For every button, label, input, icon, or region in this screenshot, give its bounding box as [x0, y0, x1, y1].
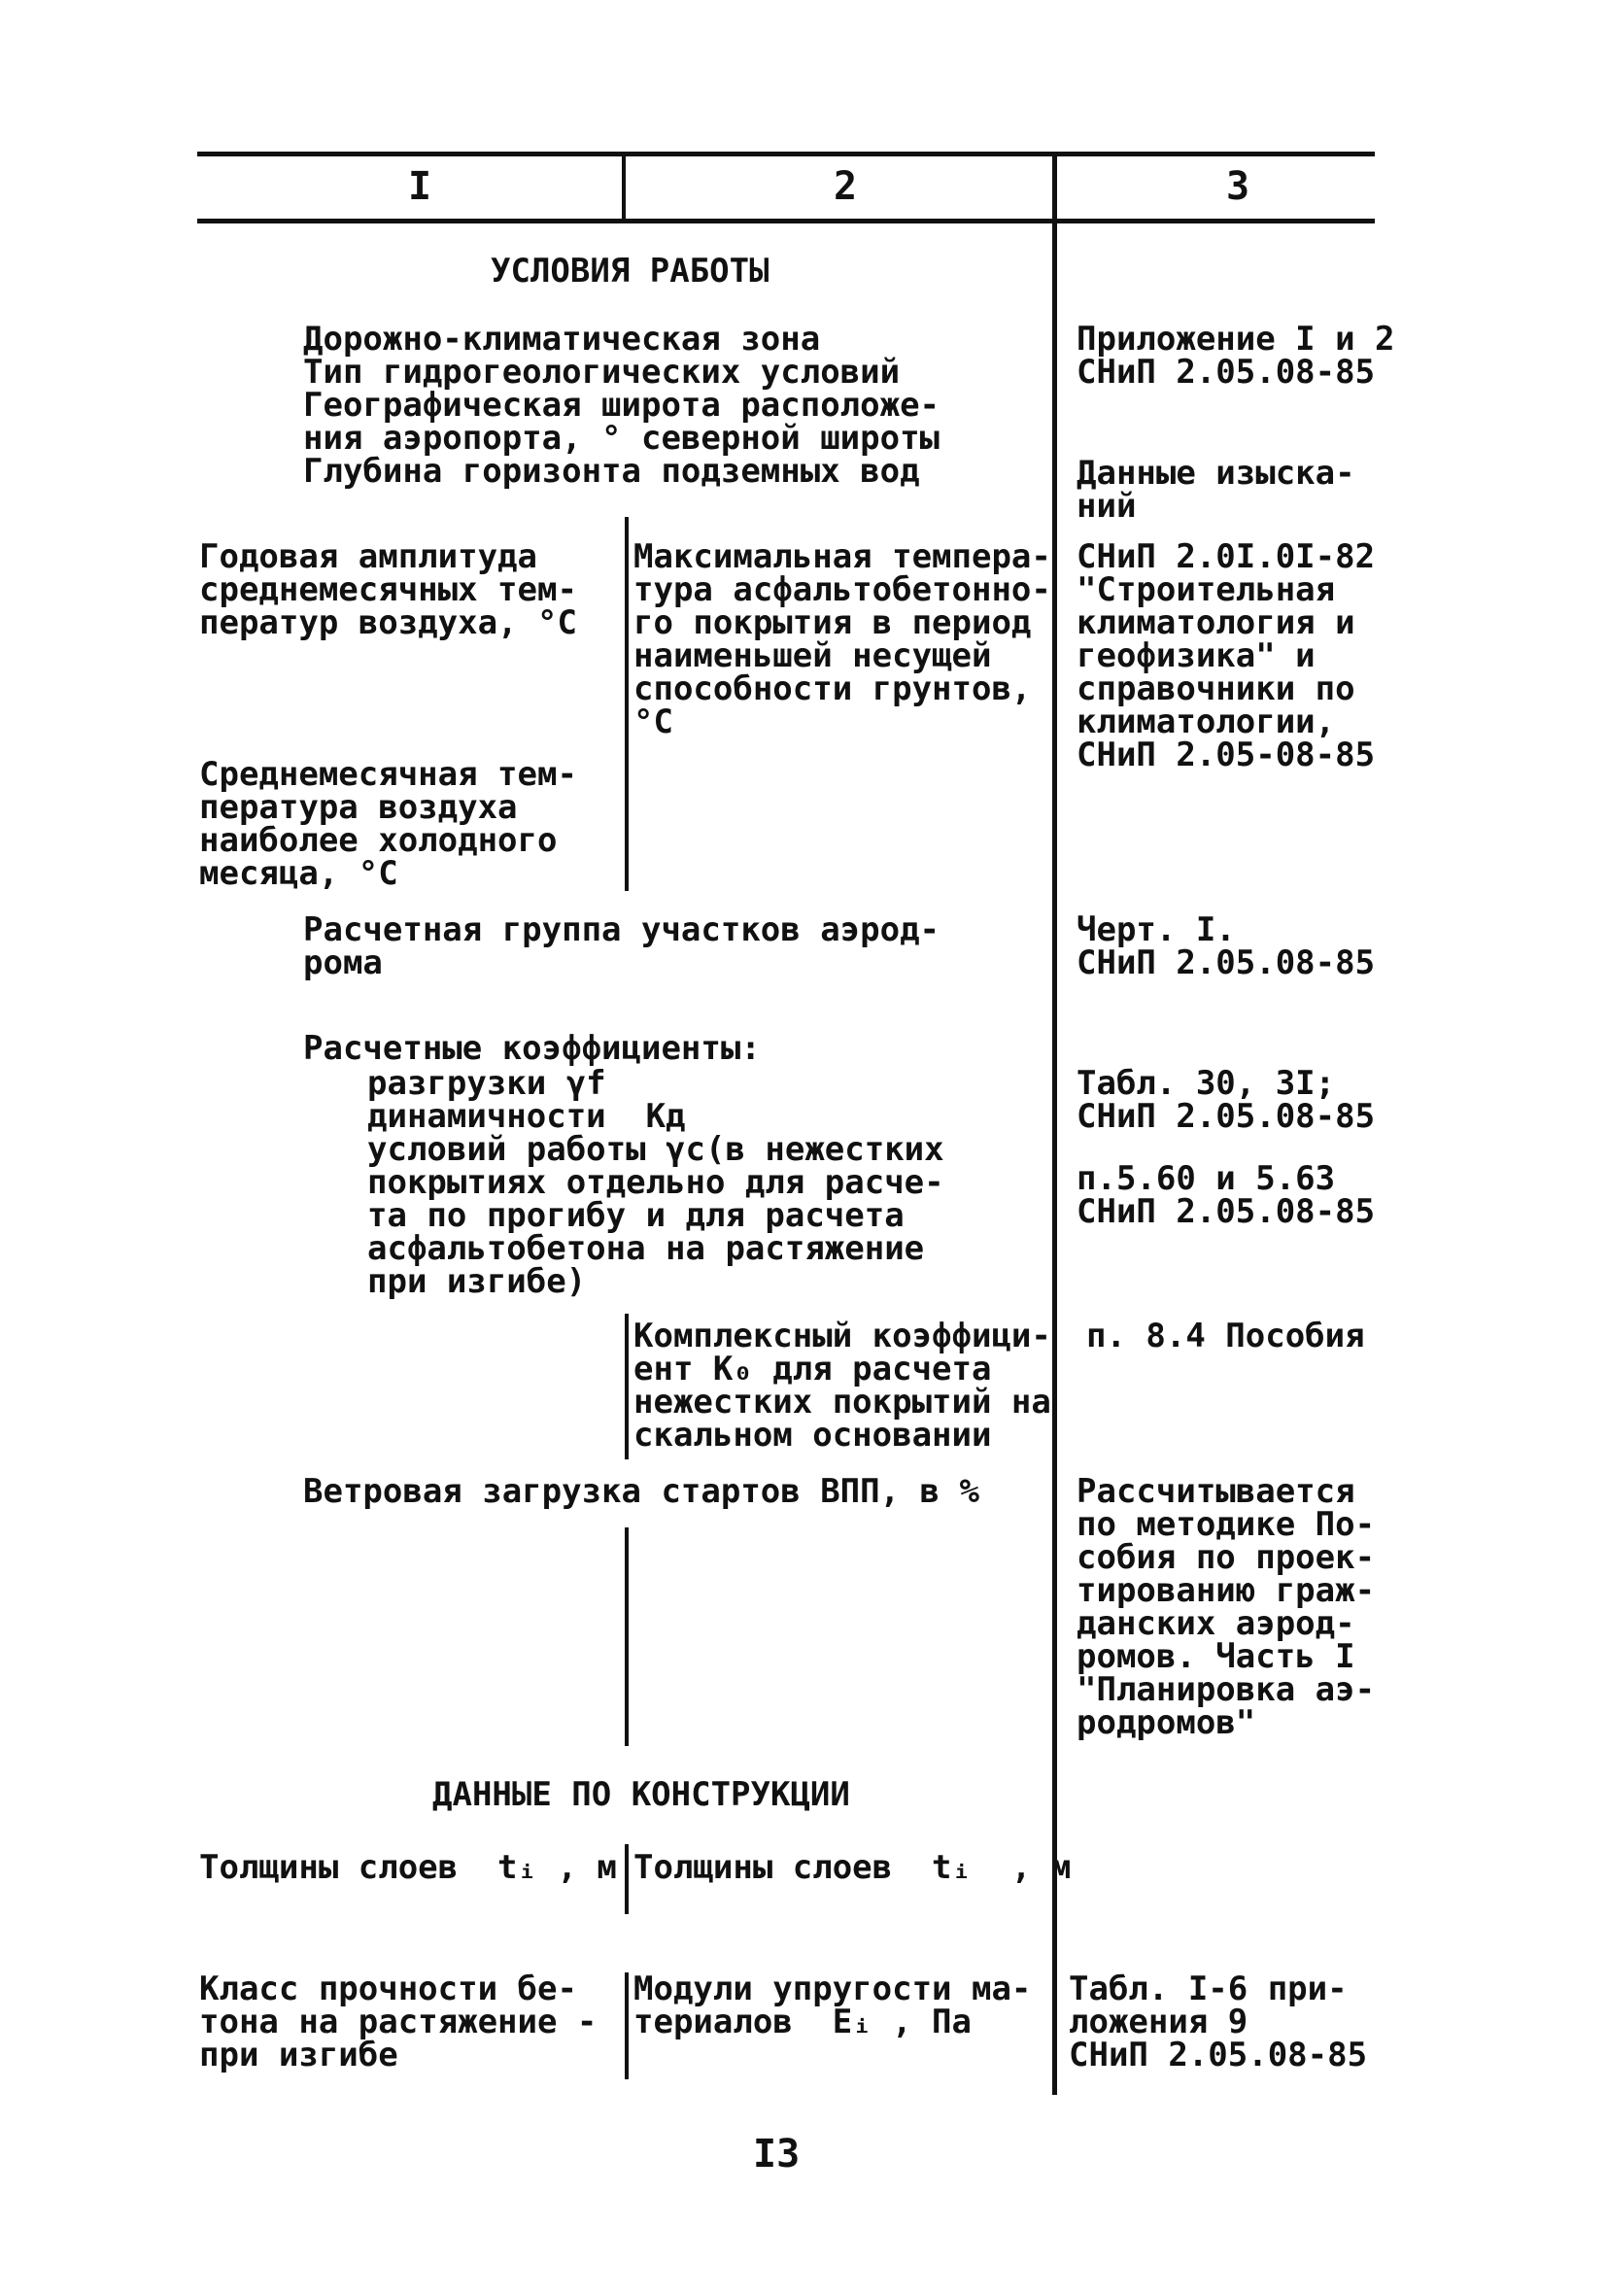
complex-coefficient-text: Комплексный коэффици- ент К₀ для расчета нежестких покрытий на скальном основании — [633, 1317, 1051, 1455]
manual-clause-text: п. 8.4 Пособия — [1086, 1317, 1365, 1355]
col12-divider-seg-4 — [625, 1844, 629, 1914]
elastic-moduli-text: Модули упругости ма- териалов Eᵢ , Па — [633, 1970, 1032, 2041]
layer-thickness-col1-text: Толщины слоев tᵢ , м — [199, 1848, 617, 1887]
max-pavement-temperature-text: Максимальная темпера- тура асфальтобетонно- го покрытия в период наименьшей несущей способности грунтов, °С — [633, 537, 1051, 741]
col1-header: I — [408, 164, 432, 209]
col3-header: 3 — [1226, 164, 1250, 209]
concrete-strength-class-text: Класс прочности бе- тона на растяжение - при изгибе — [199, 1970, 598, 2074]
column-divider-2 — [1052, 154, 1057, 2095]
design-coefficients-list: разгрузки γf динамичности Kд условий работы γc(в нежестких покрытиях отдельно для расче- та по прогибу и для расчета асфальтобетона на растяжение при изгибе) — [367, 1064, 944, 1301]
appendix-table-reference-text: Табл. I-6 при- ложения 9 СНиП 2.05.08-85 — [1069, 1970, 1368, 2074]
col2-header: 2 — [834, 164, 858, 209]
header-top-rule — [197, 152, 1375, 156]
col12-divider-seg-2 — [625, 1314, 629, 1459]
drawing-reference-text: Черт. I. СНиП 2.05.08-85 — [1077, 910, 1376, 982]
annual-amplitude-text: Годовая амплитуда среднемесячных тем- ператур воздуха, °С — [199, 537, 577, 642]
wind-load-method-text: Рассчитывается по методике По- собия по проек- тированию граж- данских аэрод- ромов. Часть I "Планировка аэ- родромов" — [1077, 1472, 1376, 1742]
clause-reference-text: п.5.60 и 5.63 СНиП 2.05.08-85 — [1077, 1159, 1376, 1231]
climate-conditions-text: Дорожно-климатическая зона Тип гидрогеологических условий Географическая широта расположе- ния аэропорта, ° северной широты Глубина горизонта подземных вод — [303, 320, 940, 491]
coldest-month-temperature-text: Среднемесячная тем- пература воздуха наиболее холодного месяца, °С — [199, 755, 577, 893]
airfield-section-group-text: Расчетная группа участков аэрод- рома — [303, 910, 940, 982]
survey-data-text: Данные изыска- ний — [1077, 454, 1355, 526]
table-reference-text: Табл. 30, 3I; СНиП 2.05.08-85 — [1077, 1064, 1376, 1136]
section-title-operating-conditions: УСЛОВИЯ РАБОТЫ — [491, 252, 769, 291]
wind-load-text: Ветровая загрузка стартов ВПП, в % — [303, 1472, 979, 1511]
page-number: I3 — [753, 2132, 801, 2176]
climatology-reference-text: СНиП 2.0I.0I-82 "Строительная климатология и геофизика" и справочники по климатологии, СНиП 2.05-08-85 — [1077, 537, 1376, 774]
climate-reference-text: Приложение I и 2 СНиП 2.05.08-85 — [1077, 320, 1395, 392]
col12-divider-seg-3 — [625, 1527, 629, 1746]
layer-thickness-col2-text: Толщины слоев tᵢ , м — [633, 1848, 1072, 1887]
col12-divider-seg-1 — [625, 517, 629, 891]
header-bottom-rule — [197, 219, 1375, 223]
design-coefficients-title: Расчетные коэффициенты: — [303, 1029, 761, 1068]
section-title-design-data: ДАННЫЕ ПО КОНСТРУКЦИИ — [432, 1775, 850, 1814]
header-divider-1 — [622, 154, 626, 222]
col12-divider-seg-5 — [625, 1972, 629, 2079]
